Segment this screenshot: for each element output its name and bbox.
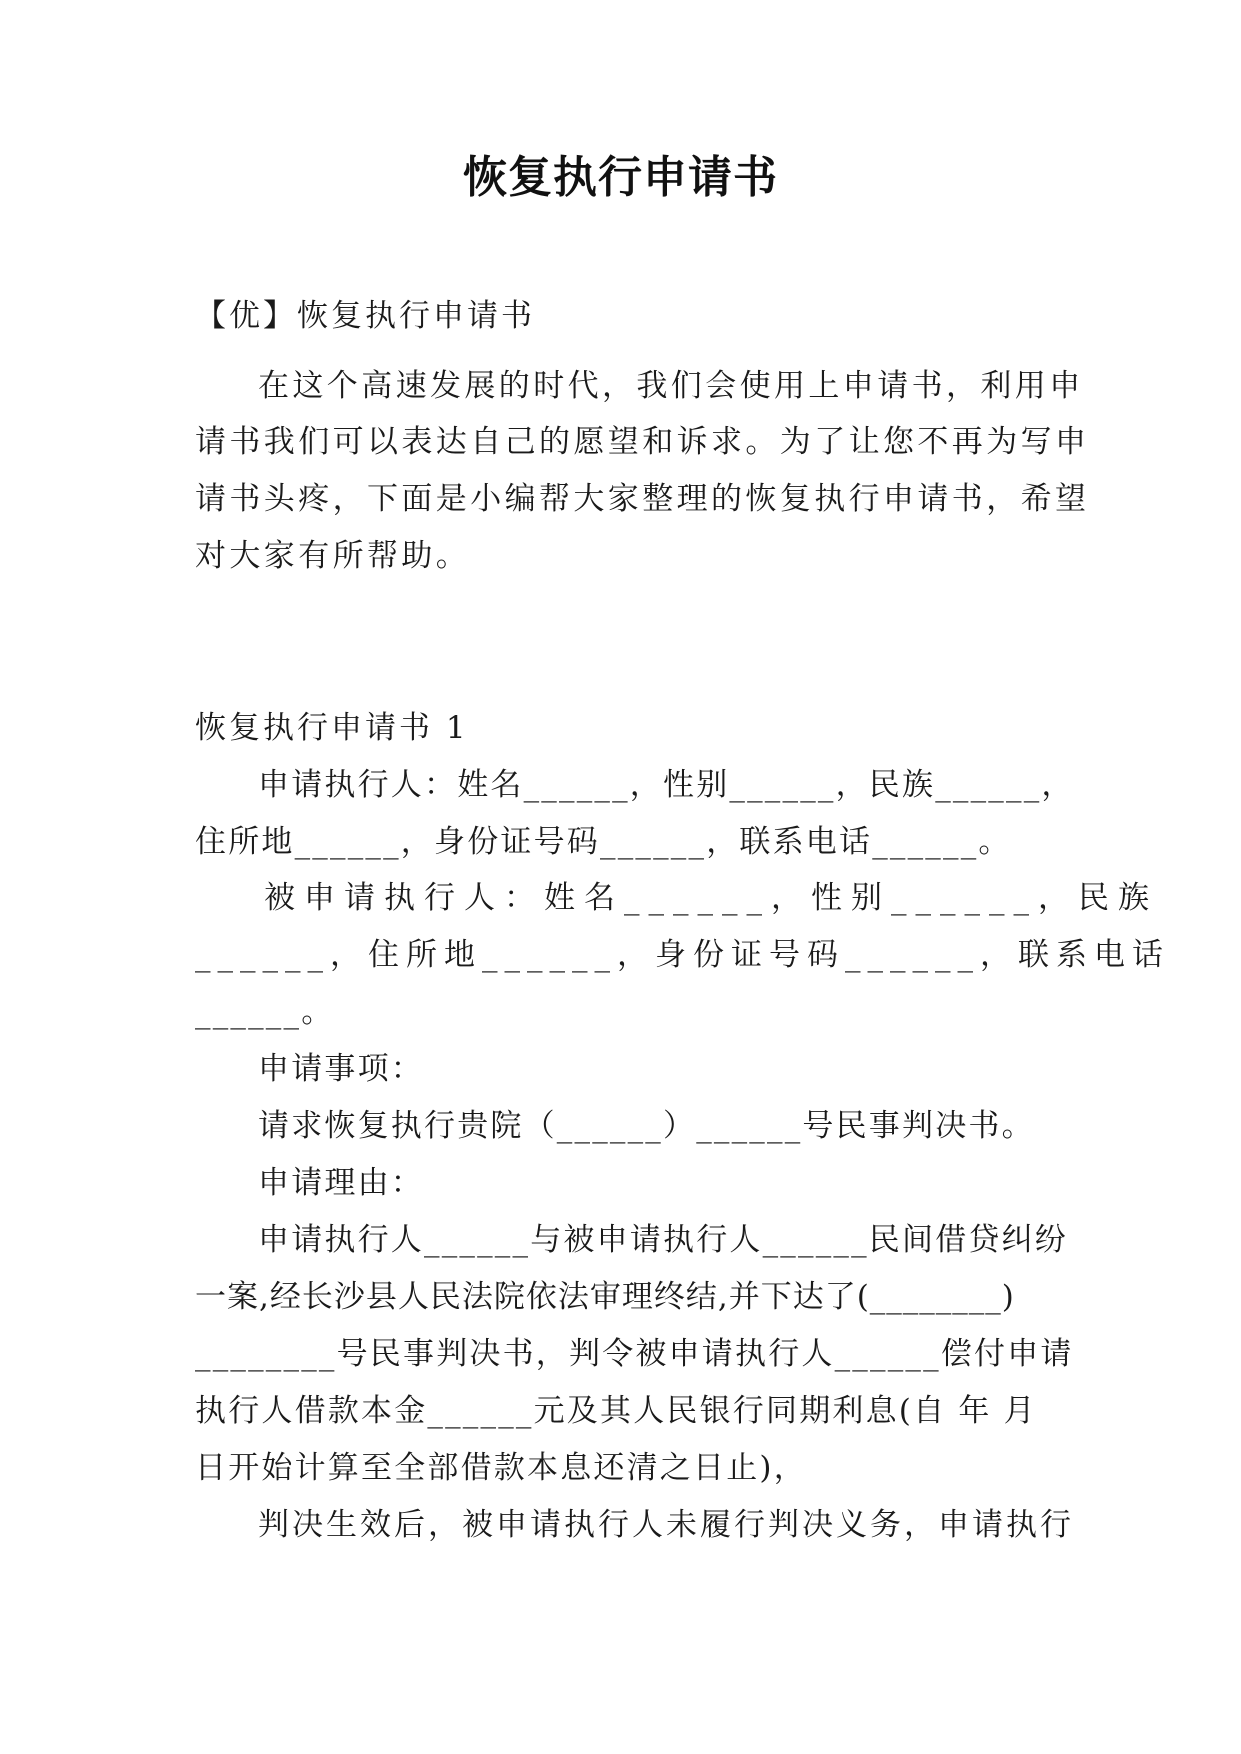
- intro-line-3: 请书头疼，下面是小编帮大家整理的恢复执行申请书，希望: [195, 481, 1090, 517]
- body-line-5: ______。: [195, 994, 335, 1030]
- body-line-8: 申请理由：: [258, 1165, 424, 1201]
- document-subtitle: 【优】恢复执行申请书: [195, 298, 535, 334]
- body-line-10: 一案,经长沙县人民法院依法审理终结,并下达了(________): [195, 1279, 1015, 1315]
- section-heading: 恢复执行申请书 1: [195, 710, 469, 746]
- intro-line-4: 对大家有所帮助。: [195, 538, 471, 574]
- body-line-4: ______，住所地______，身份证号码______，联系电话: [195, 937, 1170, 973]
- body-line-2: 住所地______，身份证号码______，联系电话______。: [195, 824, 1012, 860]
- body-line-11: ________号民事判决书，判令被申请执行人______偿付申请: [195, 1336, 1074, 1372]
- body-line-13: 日开始计算至全部借款本息还清之日止)，: [195, 1450, 807, 1486]
- body-line-3: 被申请执行人：姓名______，性别______，民族: [264, 880, 1158, 916]
- body-line-6: 申请事项：: [258, 1051, 424, 1087]
- document-title: 恢复执行申请书: [463, 152, 778, 203]
- body-line-7: 请求恢复执行贵院（______）______号民事判决书。: [258, 1108, 1035, 1144]
- intro-line-1: 在这个高速发展的时代，我们会使用上申请书，利用申: [258, 368, 1084, 404]
- body-line-12: 执行人借款本金______元及其人民银行同期利息(自 年 月: [195, 1393, 1037, 1429]
- intro-line-2: 请书我们可以表达自己的愿望和诉求。为了让您不再为写申: [195, 424, 1090, 460]
- body-line-9: 申请执行人______与被申请执行人______民间借贷纠纷: [258, 1222, 1068, 1258]
- body-line-14: 判决生效后，被申请执行人未履行判决义务，申请执行: [258, 1507, 1074, 1543]
- body-line-1: 申请执行人：姓名______，性别______，民族______，: [258, 767, 1075, 803]
